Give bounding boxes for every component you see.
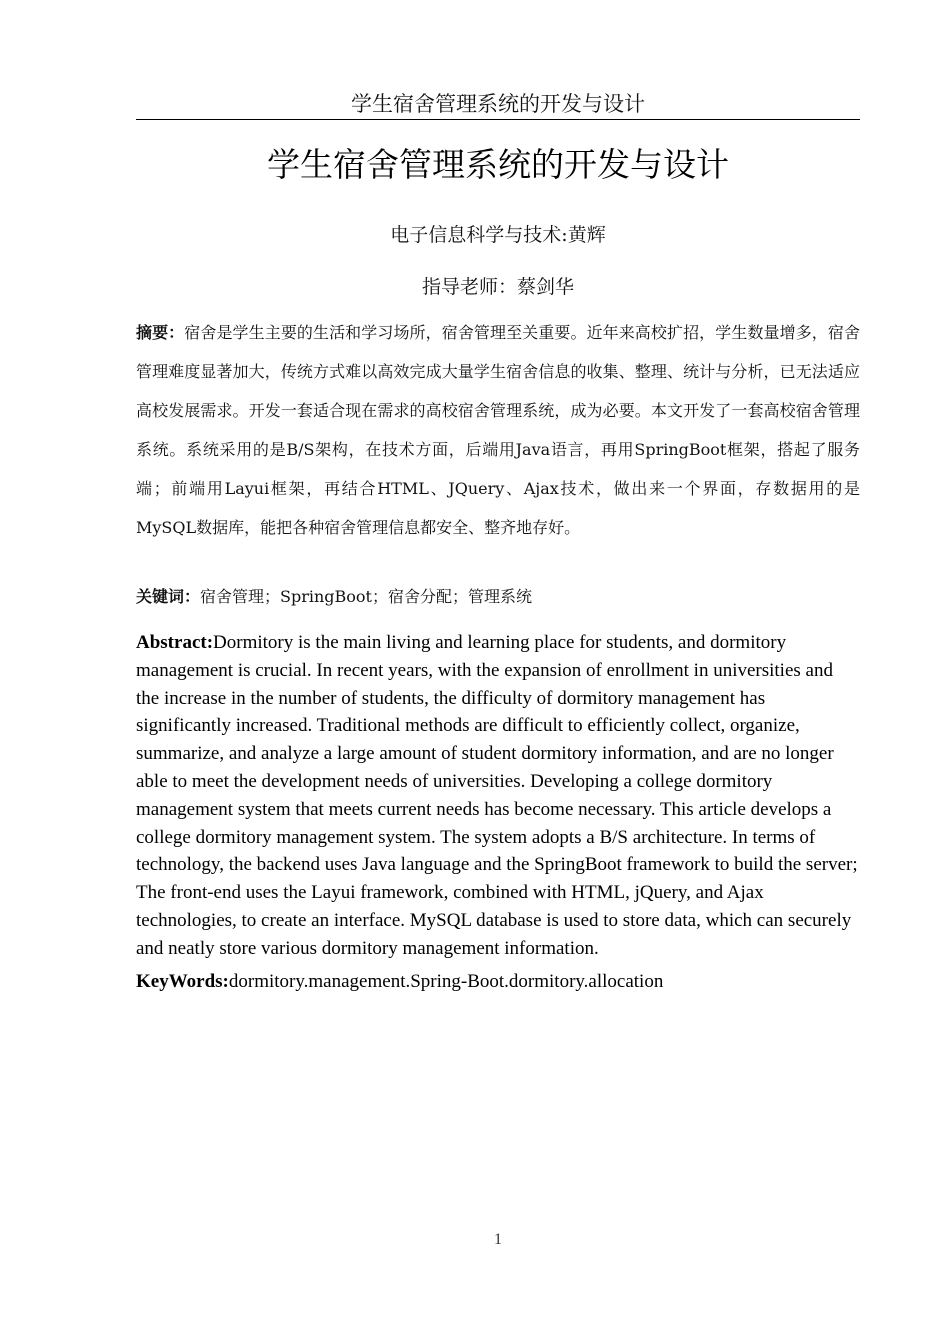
advisor-line: 指导老师：蔡剑华 [421,276,574,298]
page-number: 1 [494,1231,502,1248]
chinese-abstract-label: 摘要： [136,323,185,342]
chinese-keywords-text: 宿舍管理；SpringBoot；宿舍分配；管理系统 [200,587,532,606]
english-keywords-label: KeyWords: [136,971,229,992]
english-keywords-text: dormitory.management.Spring-Boot.dormitory.allocation [228,971,664,992]
chinese-keywords-label: 关键词： [136,587,201,606]
chinese-abstract [136,313,860,547]
author-line: 电子信息科学与技术:黄辉 [390,224,606,246]
header-rule [136,119,860,120]
english-abstract [136,629,860,963]
chinese-abstract-text: 宿舍是学生主要的生活和学习场所，宿舍管理至关重要。近年来高校扩招，学生数量增多，宿舍管理难度显著加大，传统方式难以高效完成大量学生宿舍信息的收集、整理、统计与分析，已无法适应高校发展需求。开发一套适合现在需求的高校宿舍管理系统，成为必要。本文开发了一套高校宿舍管理系统。系统采用的是B/S架构，在技术方面，后端用Java语言，再用SpringBoot框架，搭起了服务端；前端用Layui框架，再结合HTML、JQuery、Ajax技术，做出来一个界面，存数据用的是MySQL数据库，能把各种宿舍管理信息都安全、整齐地存好。 [136,323,860,537]
paper-title: 学生宿舍管理系统的开发与设计 [267,145,729,184]
english-abstract-text: Dormitory is the main living and learning place for students, and dormitory management is crucial. In recent years, with the expansion of enrollment in universities and the increase in the number of students, the difficulty of dormitory management has significantly increased. Traditional methods are difficult to efficiently collect, organize, summarize, and analyze a large amount of student dormitory information, and are no longer able to meet the development needs of universities. Developing a college dormitory management system that meets current needs has become necessary. This article develops a college dormitory management system. The system adopts a B/S architecture. In terms of technology, the backend uses Java language and the SpringBoot framework to build the server; The front-end uses the Layui framework, combined with HTML, jQuery, and Ajax technologies, to create an interface. MySQL database is used to store data, which can securely and neatly store various dormitory management information. [136,632,858,959]
running-header: 学生宿舍管理系统的开发与设计 [351,92,645,116]
chinese-keywords [136,582,860,612]
english-keywords [136,968,860,996]
english-abstract-label: Abstract: [136,632,214,653]
